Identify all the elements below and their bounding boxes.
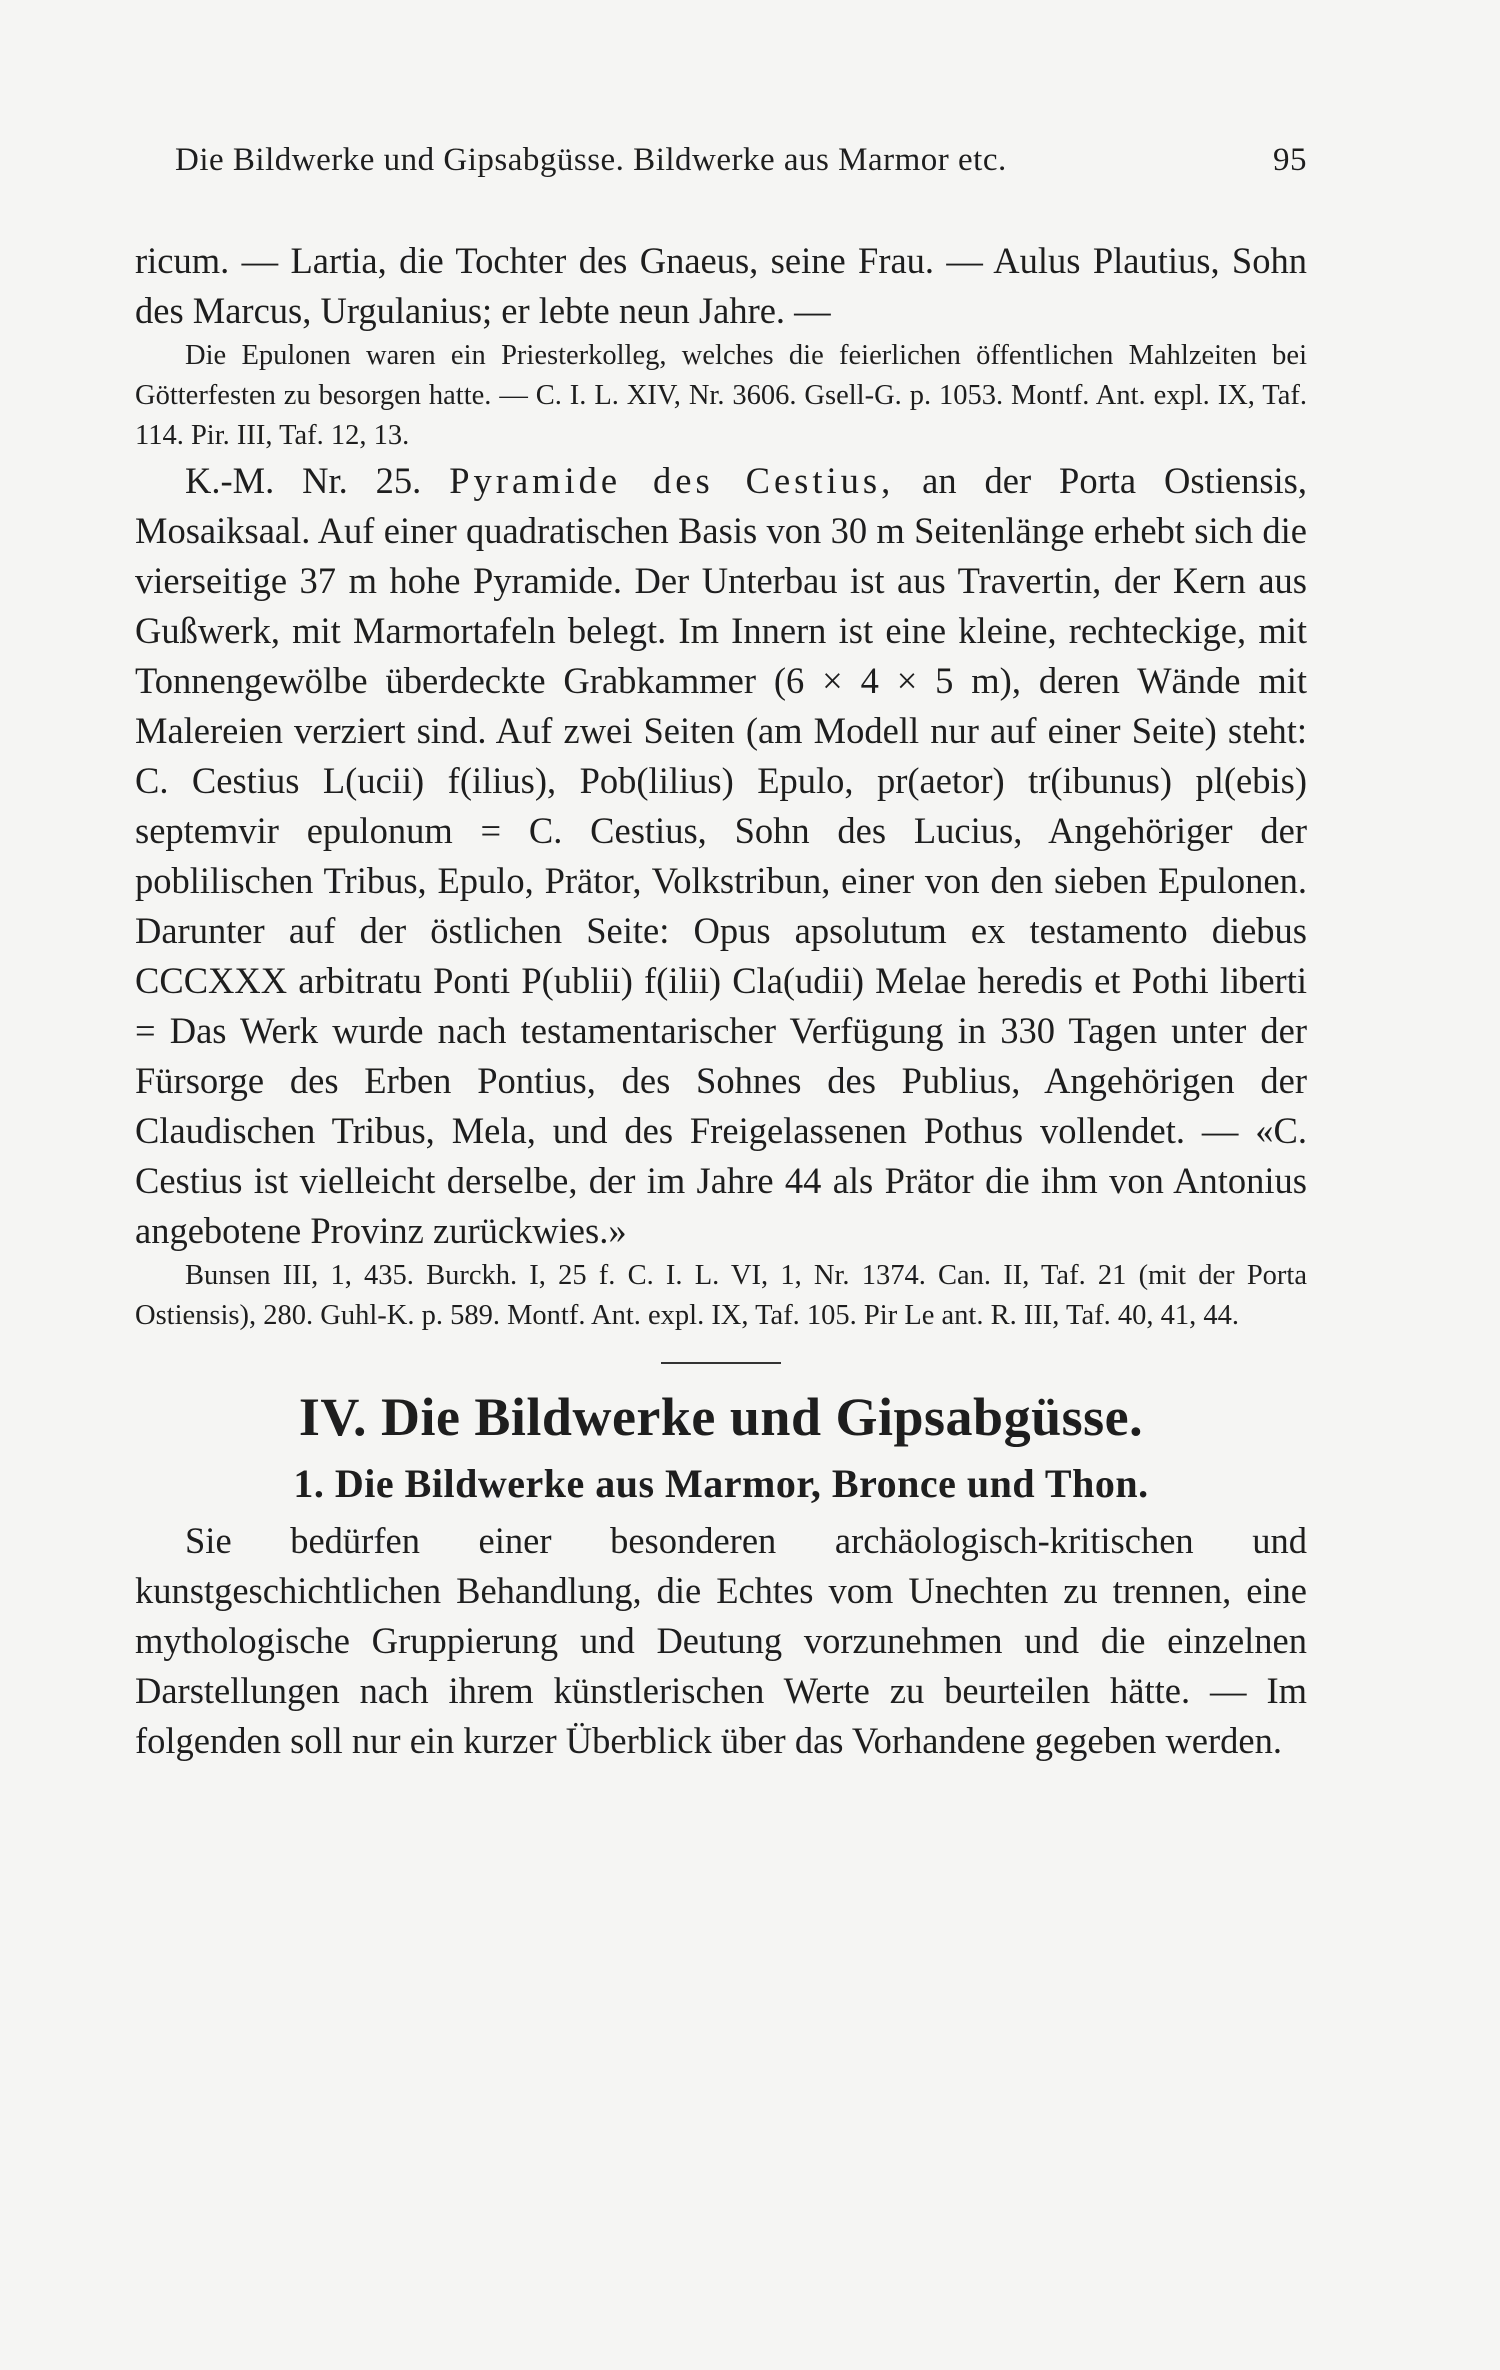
monument-title: Pyramide des Cestius, (449, 460, 895, 501)
paragraph-continuation: ricum. — Lartia, die Tochter des Gnaeus, seine Frau. — Aulus Plautius, Sohn des Marcus, Urgulanius; er lebte neun Jahre. — (135, 240, 1307, 331)
body-text (135, 236, 1307, 1766)
running-head-title: Die Bildwerke und Gipsabgüsse. Bildwerke aus Marmor etc. (175, 142, 1007, 178)
catalogue-number: K.-M. Nr. 25. (185, 460, 422, 501)
section-divider (661, 1362, 781, 1364)
section-title: 1. Die Bildwerke aus Marmor, Bronce und Thon. (293, 1461, 1149, 1506)
running-head (175, 142, 1307, 179)
cestius-description: an der Porta Ostiensis, Mosaiksaal. Auf einer quadratischen Basis von 30 m Seitenlänge erhebt sich die vierseitige 37 m hohe Pyramide. Der Unterbau ist aus Travertin, der Kern aus Gußwerk, mit Marmortafeln belegt. Im Innern ist eine kleine, rechteckige, mit Tonnengewölbe überdeckte Grabkammer (6 × 4 × 5 m), deren Wände mit Malereien verziert sind. Auf zwei Seiten (am Modell nur auf einer Seite) steht: C. Cestius L(ucii) f(ilius), Pob(lilius) Epulo, pr(aetor) tr(ibunus) pl(ebis) septemvir epulonum = C. Cestius, Sohn des Lucius, Angehöriger der poblilischen Tribus, Epulo, Prätor, Volkstribun, einer von den sieben Epulonen. Darunter auf der östlichen Seite: Opus apsolutum ex testamento diebus CCCXXX arbitratu Ponti P(ublii) f(ilii) Cla(udii) Melae heredis et Pothi liberti = Das Werk wurde nach testamentarischer Verfügung in 330 Tagen unter der Fürsorge des Erben Pontius, des Sohnes des Publius, Angehörigen der Claudischen Tribus, Mela, und des Freigelassenen Pothus vollendet. — «C. Cestius ist vielleicht derselbe, der im Jahre 44 als Prätor die ihm von Antonius angebotene Provinz zurückwies.» (135, 460, 1307, 1251)
chapter-title: IV. Die Bildwerke und Gipsabgüsse. (298, 1387, 1144, 1447)
page-number: 95 (1273, 142, 1307, 178)
epulonen-note: Die Epulonen waren ein Priesterkolleg, welches die feierlichen öffentlichen Mahlzeiten bei Götterfesten zu besorgen hatte. — C. I. L. XIV, Nr. 3606. Gsell-G. p. 1053. Montf. Ant. expl. IX, Taf. 114. Pir. III, Taf. 12, 13. (135, 340, 1307, 451)
bibliography-note: Bunsen III, 1, 435. Burckh. I, 25 f. C. I. L. VI, 1, Nr. 1374. Can. II, Taf. 21 (mit der Porta Ostiensis), 280. Guhl-K. p. 589. Montf. Ant. expl. IX, Taf. 105. Pir Le ant. R. III, Taf. 40, 41, 44. (135, 1260, 1307, 1331)
section-intro: Sie bedürfen einer besonderen archäologisch-kritischen und kunstgeschichtlichen Behandlung, die Echtes vom Unechten zu trennen, eine mythologische Gruppierung und Deutung vorzunehmen und die einzelnen Darstellungen nach ihrem künstlerischen Werte zu beurteilen hätte. — Im folgenden soll nur ein kurzer Überblick über das Vorhandene gegeben werden. (135, 1520, 1307, 1761)
cestius-entry (135, 456, 1307, 1256)
